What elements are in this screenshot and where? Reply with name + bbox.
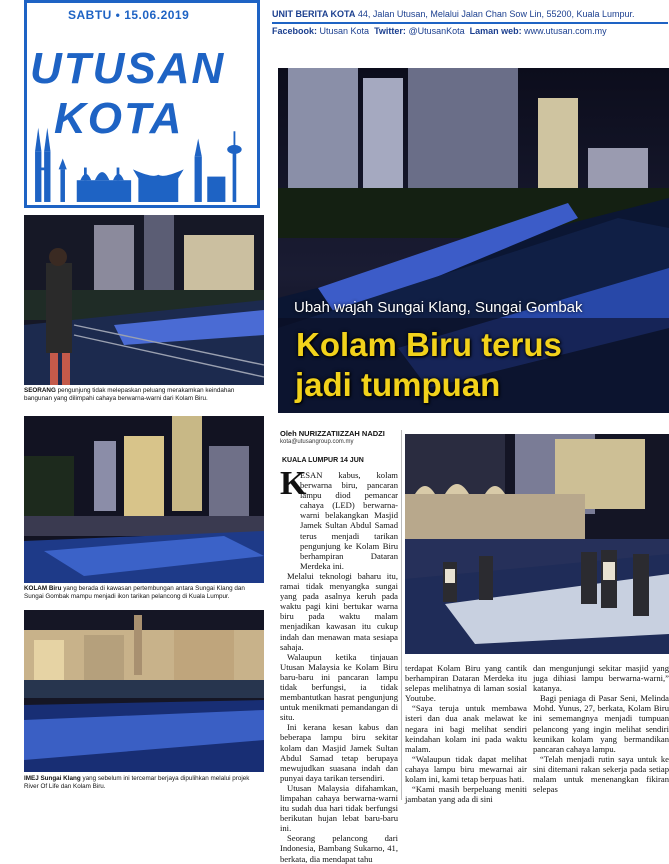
article-paragraph: Utusan Malaysia difahamkan, limpahan cahaya berwarna-warni itu sudah dua hari tidak berfungsi berikutan hujan lebat baru-baru ini. <box>280 782 398 834</box>
address-text: 44, Jalan Utusan, Melalui Jalan Chan Sow Lin, 55200, Kuala Lumpur. <box>357 9 635 19</box>
article-dropcap: K <box>280 465 307 502</box>
article-paragraph: Melalui teknologi baharu itu, ramai tidak menyangka sungai yang pada asalnya keruh pada waktu pagi kini bertukar warna biru pada waktu malam menjadikan kawasan itu cukup indah dan menawan mata sesiapa sahaja. <box>280 570 398 652</box>
headline-kicker: Ubah wajah Sungai Klang, Sungai Gombak <box>294 299 583 316</box>
caption-photo3-lead: IMEJ Sungai Klang <box>24 775 81 782</box>
article-paragraph: terdapat Kolam Biru yang cantik berhampiran Dataran Merdeka itu selepas melihatnya di laman sosial Youtube. <box>405 663 527 704</box>
caption-photo2-lead: KOLAM Biru <box>24 585 62 592</box>
article-column-1 <box>280 465 398 864</box>
headline-title-line1: Kolam Biru terus <box>296 326 562 363</box>
facebook-label: Facebook: <box>272 26 318 36</box>
headline-title-line2: jadi tumpuan <box>295 366 501 403</box>
caption-photo1-lead: SEORANG <box>24 387 56 394</box>
masthead-title-line1: UTUSAN <box>30 44 226 93</box>
caption-photo3-text: yang sebelum ini tercemar berjaya dipulihkan melalui projek River Of Life dan Kolam Biru. <box>24 775 250 790</box>
twitter-label: Twitter: <box>374 26 406 36</box>
web-address: www.utusan.com.my <box>524 26 607 36</box>
article-paragraph: “Kami masih berpeluang meniti jambatan yang ada di sini <box>405 784 527 805</box>
article-byline: Oleh NURIZZATIIZZAH NADZI <box>280 429 385 438</box>
article-column-3 <box>533 663 669 794</box>
kl-skyline-icon <box>26 120 258 206</box>
article-paragraph: Bagi peniaga di Pasar Seni, Melinda Mohd. Yunus, 27, berkata, Kolam Biru ini sememangnya menjadi tumpuan pelancong yang ingin melihat sendiri keunikan kolam yang bermandikan pancaran cahaya lampu. <box>533 693 669 754</box>
article-paragraph: dan mengunjungi sekitar masjid yang juga dihiasi lampu berwarna-warni,” katanya. <box>533 663 669 694</box>
address-line <box>272 9 635 19</box>
social-line <box>272 26 607 36</box>
photo-kolam-biru-night <box>24 416 264 583</box>
article-dateline: KUALA LUMPUR 14 JUN <box>282 457 364 464</box>
twitter-handle: @UtusanKota <box>408 26 465 36</box>
caption-photo2 <box>24 585 264 601</box>
article-paragraph: “Telah menjadi rutin saya untuk ke sini ditemani rakan sekerja pada setiap malam untuk menenangkan fikiran selepas <box>533 753 669 795</box>
topbar-divider <box>272 22 668 24</box>
photo-sungai-klang <box>24 610 264 772</box>
caption-photo1-text: pengunjung tidak melepaskan peluang merakamkan keindahan bangunan yang dilimpahi cahaya berwarna-warni dari Kolam Biru. <box>24 387 235 402</box>
masthead-date: SABTU • 15.06.2019 <box>68 8 190 22</box>
photo-visitor-railing <box>24 215 264 385</box>
address-label: UNIT BERITA KOTA <box>272 9 356 19</box>
facebook-handle: Utusan Kota <box>319 26 370 36</box>
web-label: Laman web: <box>469 26 522 36</box>
article-paragraph: “Saya teruja untuk membawa isteri dan dua anak melawat ke negara ini bagi melihat sendiri keindahan kolam ini pada waktu malam. <box>405 703 527 754</box>
caption-photo3 <box>24 775 264 791</box>
article-lead-paragraph: ESAN kabus, kolam berwarna biru, pancaran lampu diod pemancar cahaya (LED) berwarna-warni belakangkan Masjid Jamek Sultan Abdul Samad terus menjadi tarikan pengunjung ke Kolam Biru berhampiran Dataran Merdeka ini. <box>300 470 398 571</box>
article-paragraph: Seorang pelancong dari Indonesia, Bambang Sukarno, 41, berkata, dia mendapat tahu <box>280 833 398 864</box>
caption-photo1 <box>24 387 264 403</box>
article-email: kota@utusangroup.com.my <box>280 439 354 445</box>
article-paragraph: Ini kerana kesan kabus dan beberapa lampu biru sekitar kolam dan Masjid Jamek Sultan Abdul Samad tetap berupaya mewujudkan suasana indah dan punyai daya tarikan tersendiri. <box>280 722 398 783</box>
article-paragraph: “Walaupun tidak dapat melihat cahaya lampu biru mewarnai air kolam ini, kami tetap berpuas hati. <box>405 753 527 785</box>
column-divider <box>401 430 402 800</box>
article-paragraph: Walaupun ketika tinjauan Utusan Malaysia ke Kolam Biru baru-baru ini pancaran lampu tidak berfungsi, ia tidak membantutkan hasrat pengunjung untuk menikmati pemandangan di situ. <box>280 651 398 723</box>
masthead-title-line2: KOTA <box>54 94 184 143</box>
photo-tourists-bridge <box>405 434 669 654</box>
caption-photo2-text: yang berada di kawasan pertembungan antara Sungai Klang dan Sungai Gombak mampu menjadi ikon tarikan pelancong di Kuala Lumpur. <box>24 585 245 600</box>
article-column-2 <box>405 663 527 804</box>
